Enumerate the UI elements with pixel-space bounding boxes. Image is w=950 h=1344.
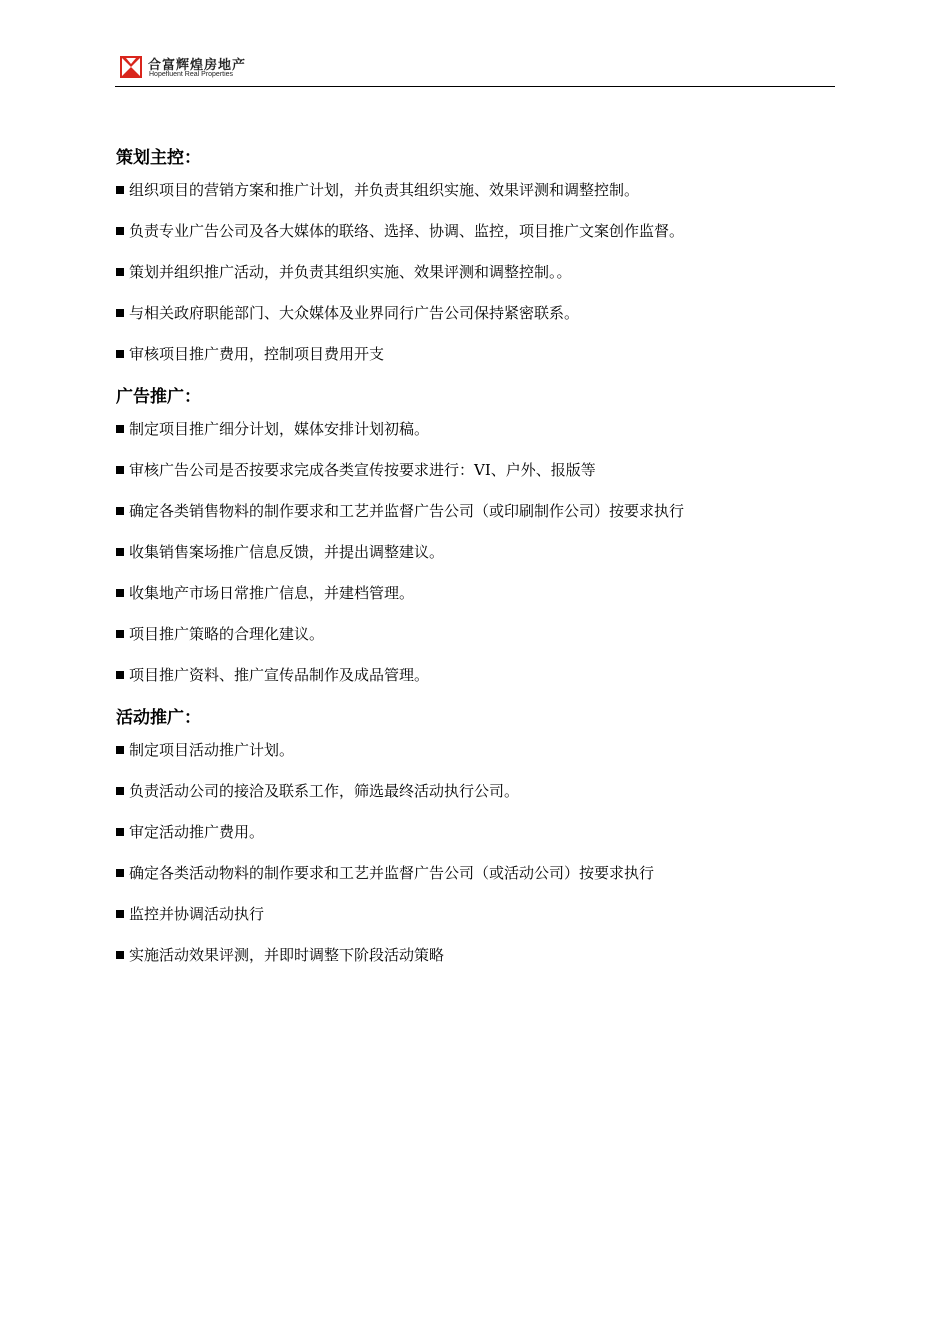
list-item-text: 确定各类活动物料的制作要求和工艺并监督广告公司（或活动公司）按要求执行 bbox=[129, 864, 655, 882]
list-item-text: 项目推广资料、推广宣传品制作及成品管理。 bbox=[129, 666, 430, 684]
section-advertising-promotion bbox=[116, 385, 836, 686]
list-item-text: 实施活动效果评测，并即时调整下阶段活动策略 bbox=[129, 946, 445, 964]
header-divider bbox=[115, 86, 835, 87]
list-item bbox=[116, 262, 836, 283]
list-item bbox=[116, 303, 836, 324]
list-item-text: 与相关政府职能部门、大众媒体及业界同行广告公司保持紧密联系。 bbox=[129, 304, 580, 322]
list-item bbox=[116, 460, 836, 481]
page-header bbox=[115, 52, 835, 88]
square-bullet-icon bbox=[116, 548, 124, 556]
list-item bbox=[116, 583, 836, 604]
square-bullet-icon bbox=[116, 186, 124, 194]
square-bullet-icon bbox=[116, 910, 124, 918]
document-body bbox=[116, 140, 836, 986]
square-bullet-icon bbox=[116, 630, 124, 638]
section-title: 广告推广： bbox=[116, 387, 201, 407]
list-item bbox=[116, 740, 836, 761]
list-item-text: 监控并协调活动执行 bbox=[129, 905, 265, 923]
square-bullet-icon bbox=[116, 466, 124, 474]
list-item bbox=[116, 221, 836, 242]
list-item bbox=[116, 501, 836, 522]
list-item-text: 负责活动公司的接洽及联系工作，筛选最终活动执行公司。 bbox=[129, 782, 520, 800]
list-item bbox=[116, 904, 836, 925]
list-item-text: 策划并组织推广活动，并负责其组织实施、效果评测和调整控制。。 bbox=[129, 263, 572, 281]
list-item bbox=[116, 419, 836, 440]
list-item-text: 收集地产市场日常推广信息，并建档管理。 bbox=[129, 584, 415, 602]
list-item bbox=[116, 180, 836, 201]
square-bullet-icon bbox=[116, 309, 124, 317]
square-bullet-icon bbox=[116, 746, 124, 754]
square-bullet-icon bbox=[116, 268, 124, 276]
square-bullet-icon bbox=[116, 787, 124, 795]
square-bullet-icon bbox=[116, 425, 124, 433]
list-item-text: 审定活动推广费用。 bbox=[129, 823, 265, 841]
list-item-text: 审核广告公司是否按要求完成各类宣传按要求进行：VI、户外、报版等 bbox=[129, 461, 596, 479]
list-item bbox=[116, 781, 836, 802]
list-item bbox=[116, 945, 836, 966]
list-item-text: 项目推广策略的合理化建议。 bbox=[129, 625, 325, 643]
list-item-text: 组织项目的营销方案和推广计划，并负责其组织实施、效果评测和调整控制。 bbox=[129, 181, 640, 199]
list-item-text: 负责专业广告公司及各大媒体的联络、选择、协调、监控，项目推广文案创作监督。 bbox=[129, 222, 685, 240]
square-bullet-icon bbox=[116, 828, 124, 836]
list-item bbox=[116, 822, 836, 843]
company-name-cn: 合富辉煌房地产 bbox=[148, 58, 247, 73]
company-logo-icon bbox=[120, 56, 142, 78]
list-item-text: 制定项目活动推广计划。 bbox=[129, 741, 295, 759]
company-name-en: Hopefluent Real Properties bbox=[149, 71, 234, 78]
square-bullet-icon bbox=[116, 507, 124, 515]
list-item-text: 确定各类销售物料的制作要求和工艺并监督广告公司（或印刷制作公司）按要求执行 bbox=[129, 502, 685, 520]
list-item bbox=[116, 665, 836, 686]
list-item-text: 制定项目推广细分计划，媒体安排计划初稿。 bbox=[129, 420, 430, 438]
square-bullet-icon bbox=[116, 671, 124, 679]
list-item-text: 审核项目推广费用，控制项目费用开支 bbox=[129, 345, 385, 363]
section-event-promotion bbox=[116, 706, 836, 966]
square-bullet-icon bbox=[116, 869, 124, 877]
section-planning-control bbox=[116, 146, 836, 365]
list-item bbox=[116, 542, 836, 563]
section-title: 策划主控： bbox=[116, 148, 201, 168]
list-item bbox=[116, 863, 836, 884]
list-item bbox=[116, 344, 836, 365]
list-item bbox=[116, 624, 836, 645]
section-title: 活动推广： bbox=[116, 708, 201, 728]
square-bullet-icon bbox=[116, 350, 124, 358]
square-bullet-icon bbox=[116, 589, 124, 597]
square-bullet-icon bbox=[116, 227, 124, 235]
square-bullet-icon bbox=[116, 951, 124, 959]
list-item-text: 收集销售案场推广信息反馈，并提出调整建议。 bbox=[129, 543, 445, 561]
